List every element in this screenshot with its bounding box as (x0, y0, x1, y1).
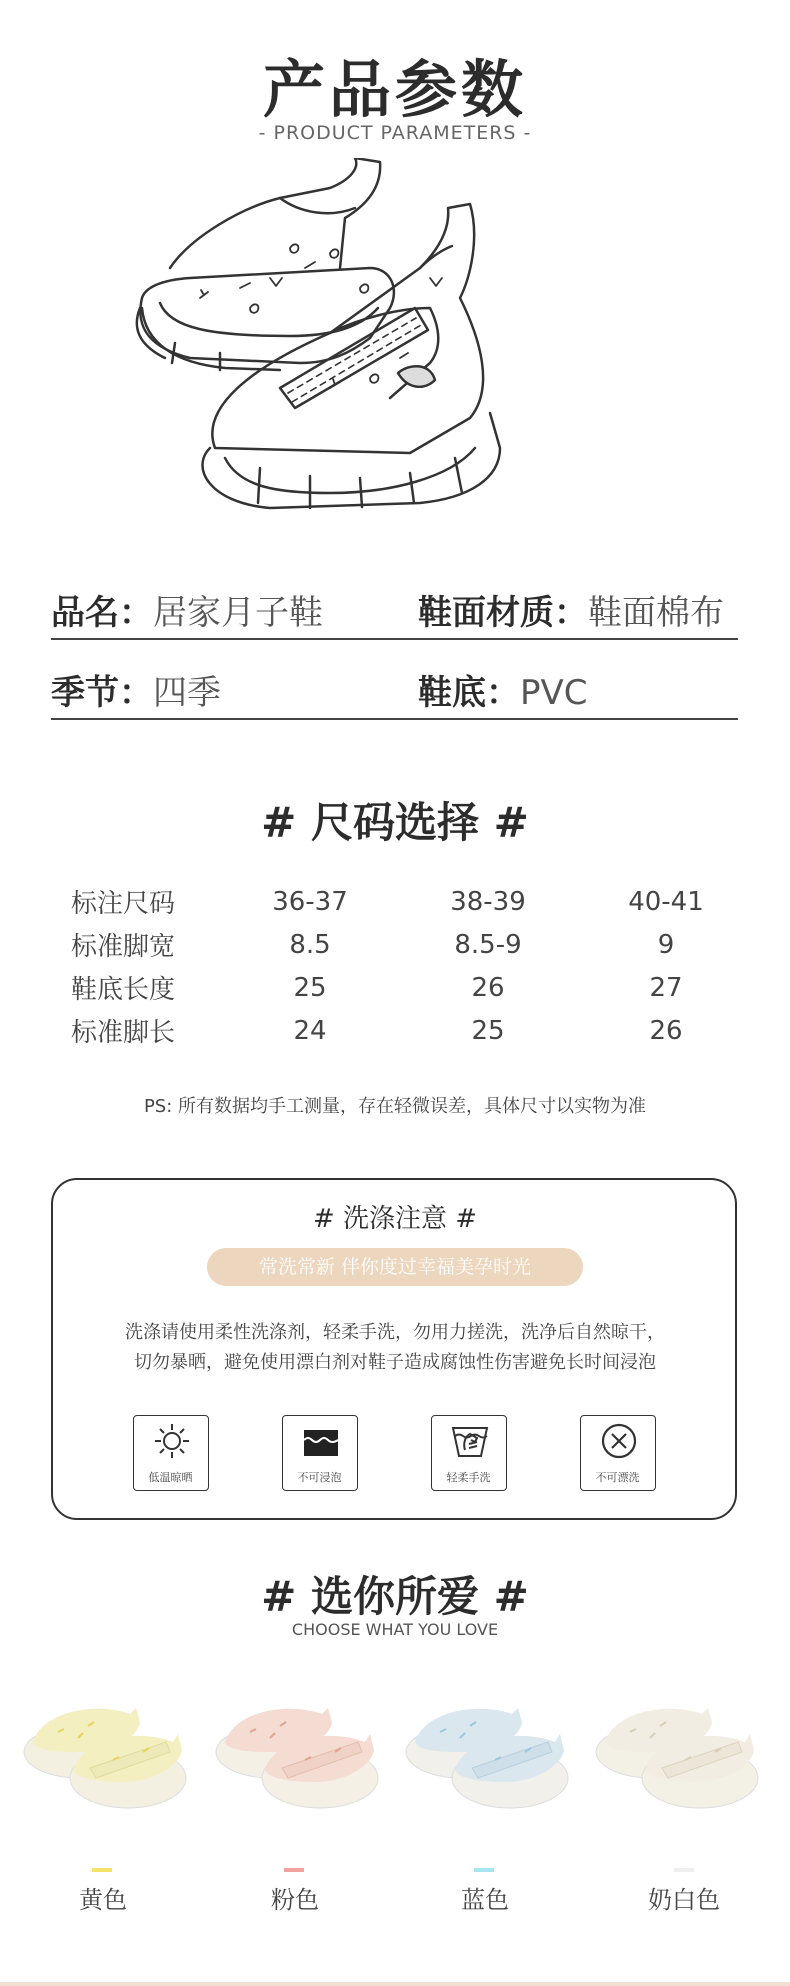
table-cell: 38-39 (450, 886, 526, 917)
no-soak-icon (302, 1422, 340, 1460)
param-material-value: 鞋面棉布 (588, 593, 724, 633)
washing-slogan: 常洗常新 伴你度过幸福美孕时光 (207, 1248, 583, 1286)
param-name (51, 585, 323, 634)
shoe-yellow-image (18, 1680, 188, 1820)
table-cell: 40-41 (628, 886, 704, 917)
swatch-yellow (92, 1868, 112, 1872)
shoe-illustration (130, 158, 630, 538)
table-row (55, 880, 755, 923)
washing-instructions (0, 1318, 790, 1378)
color-name-pink[interactable]: 粉色 (271, 1886, 319, 1914)
row-label: 鞋底长度 (71, 975, 176, 1005)
shoe-pink-image (210, 1680, 380, 1820)
param-season (51, 665, 221, 714)
care-hand-wash (431, 1415, 507, 1491)
param-season-value: 四季 (153, 673, 221, 713)
param-material-label: 鞋面材质： (418, 593, 588, 633)
washing-line-2: 切勿暴晒，避免使用漂白剂对鞋子造成腐蚀性伤害避免长时间浸泡 (134, 1352, 656, 1373)
row-label: 标准脚长 (71, 1018, 176, 1048)
care-caption: 轻柔手洗 (446, 1471, 491, 1484)
care-no-bleach (580, 1415, 656, 1491)
swatch-pink (284, 1868, 304, 1872)
swatch-blue (474, 1868, 494, 1872)
size-chart-title: # 尺码选择 # (261, 798, 529, 847)
table-cell: 25 (293, 972, 327, 1003)
param-name-label: 品名： (51, 593, 153, 633)
swatch-cream (674, 1868, 694, 1872)
table-row (55, 923, 755, 966)
colors-title: # 选你所爱 # (261, 1572, 529, 1621)
no-bleach-icon (600, 1422, 638, 1460)
color-name-blue[interactable]: 蓝色 (461, 1886, 509, 1914)
size-table (55, 880, 755, 1052)
divider (51, 638, 738, 640)
care-no-soak (282, 1415, 358, 1491)
table-cell: 8.5-9 (454, 929, 522, 960)
divider (51, 718, 738, 720)
measurement-note: PS: 所有数据均手工测量，存在轻微误差，具体尺寸以实物为准 (143, 1096, 647, 1117)
shoe-cream-image (590, 1680, 760, 1820)
colors-subtitle: CHOOSE WHAT YOU LOVE (291, 1620, 499, 1639)
row-label: 标准脚宽 (71, 932, 176, 962)
param-season-label: 季节： (51, 673, 153, 713)
color-name-cream[interactable]: 奶白色 (648, 1886, 720, 1914)
care-sun (133, 1415, 209, 1491)
param-name-value: 居家月子鞋 (153, 593, 323, 633)
page-subtitle: - PRODUCT PARAMETERS - (258, 122, 532, 144)
care-caption: 不可漂洗 (595, 1471, 640, 1484)
row-label: 标注尺码 (71, 889, 176, 919)
table-cell: 24 (293, 1015, 327, 1046)
table-cell: 25 (471, 1015, 505, 1046)
param-sole (418, 665, 588, 714)
table-cell: 8.5 (289, 929, 331, 960)
table-row (55, 966, 755, 1009)
care-caption: 低温晾晒 (148, 1471, 193, 1484)
sun-icon (153, 1422, 191, 1460)
table-cell: 27 (649, 972, 683, 1003)
hand-wash-icon (451, 1422, 489, 1460)
table-cell: 26 (649, 1015, 683, 1046)
table-cell: 9 (657, 929, 675, 960)
bottom-divider (0, 1982, 790, 1986)
param-sole-label: 鞋底： (418, 673, 520, 713)
page-title: 产品参数 (262, 53, 527, 126)
care-caption: 不可浸泡 (297, 1471, 342, 1484)
shoe-blue-image (400, 1680, 570, 1820)
table-cell: 26 (471, 972, 505, 1003)
table-cell: 36-37 (272, 886, 348, 917)
washing-title: # 洗涤注意 # (312, 1204, 478, 1234)
washing-line-1: 洗涤请使用柔性洗涤剂，轻柔手洗，勿用力搓洗，洗净后自然晾干， (125, 1322, 665, 1343)
param-sole-value: PVC (520, 673, 588, 713)
param-material (418, 585, 724, 634)
table-row (55, 1009, 755, 1052)
color-name-yellow[interactable]: 黄色 (79, 1886, 127, 1914)
